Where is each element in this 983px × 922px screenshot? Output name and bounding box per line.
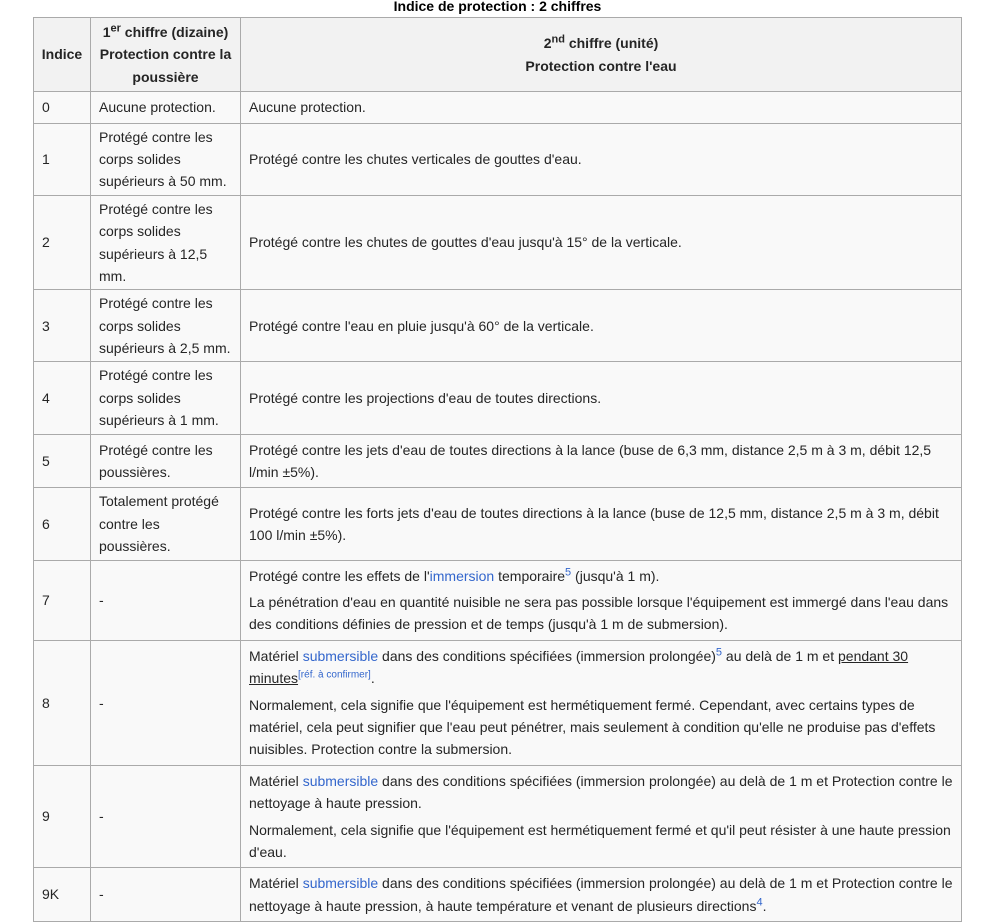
text-run: . xyxy=(370,670,375,687)
text-run: Protégé contre l'eau en pluie jusqu'à 60° de la verticale. xyxy=(249,317,594,334)
text-run: dans des conditions spécifiées (immersion prolongée) au delà de 1 m et Protection contre le nettoyage à haute pression, à haute température et venant de plusieurs directions xyxy=(249,875,953,914)
description-paragraph xyxy=(249,502,953,547)
dust-protection-text xyxy=(99,198,232,288)
wiki-link[interactable]: submersible xyxy=(302,772,379,789)
description-paragraph xyxy=(249,315,953,337)
description-paragraph xyxy=(249,770,953,815)
indice-cell: 4 xyxy=(34,362,91,434)
indice-cell: 2 xyxy=(34,195,91,290)
dust-protection-text xyxy=(99,292,232,359)
dust-protection-cell xyxy=(91,92,241,123)
text-run: nd xyxy=(551,33,565,46)
text-run: Aucune protection. xyxy=(99,99,216,116)
table-row xyxy=(34,92,962,123)
wiki-link[interactable]: 4 xyxy=(756,896,763,909)
water-protection-cell xyxy=(241,92,962,123)
indice-cell: 9K xyxy=(34,868,91,922)
text-run: Totalement protégé contre les poussières. xyxy=(99,493,219,555)
description-paragraph xyxy=(249,96,953,118)
wiki-link[interactable]: 5 xyxy=(565,565,572,578)
description-paragraph xyxy=(249,872,953,917)
text-run: au delà de 1 m et xyxy=(722,647,838,664)
water-protection-cell xyxy=(241,195,962,290)
text-run: Indice xyxy=(41,46,83,63)
dust-protection-cell xyxy=(91,765,241,868)
description-paragraph xyxy=(249,591,953,636)
text-run: Protégé contre les chutes verticales de gouttes d'eau. xyxy=(249,150,582,167)
dust-protection-text xyxy=(99,692,232,714)
table-row xyxy=(34,488,962,560)
text-run: Matériel xyxy=(249,772,303,789)
table-caption: Indice de protection : 2 chiffres xyxy=(393,0,602,14)
text-run: Protégé contre les chutes de gouttes d'eau jusqu'à 15° de la verticale. xyxy=(249,234,682,251)
table-row xyxy=(34,868,962,922)
text-run: La pénétration d'eau en quantité nuisible ne sera pas possible lorsque l'équipement est immergé dans l'eau dans des conditions définies de pression et de temps (jusqu'à 1 m de submersion). xyxy=(249,593,949,633)
text-run: Protégé contre les effets de l' xyxy=(249,567,430,584)
header-row xyxy=(34,18,962,92)
description-paragraph xyxy=(249,694,953,761)
text-run: Protégé contre les corps solides supérieurs à 2,5 mm. xyxy=(99,295,231,357)
text-run: - xyxy=(99,694,104,711)
text-run: 2 xyxy=(543,35,552,52)
description-paragraph xyxy=(249,819,953,864)
table-row xyxy=(34,560,962,640)
indice-cell: 6 xyxy=(34,488,91,560)
description-paragraph xyxy=(249,565,953,587)
dust-protection-text xyxy=(99,96,232,118)
text-run: Protégé contre les corps solides supérieurs à 1 mm. xyxy=(99,367,219,429)
text-run: dans des conditions spécifiées (immersion prolongée) au delà de 1 m et Protection contre le nettoyage à haute pression. xyxy=(249,772,953,812)
dust-protection-cell xyxy=(91,488,241,560)
dust-protection-text xyxy=(99,883,232,905)
dust-protection-cell xyxy=(91,640,241,765)
dust-protection-cell xyxy=(91,362,241,434)
text-run: - xyxy=(99,808,104,825)
water-protection-cell xyxy=(241,434,962,488)
column-header-second-digit xyxy=(241,18,962,92)
text-run: dans des conditions spécifiées (immersion prolongée) xyxy=(378,647,716,664)
indice-cell: 1 xyxy=(34,123,91,195)
text-run: Protection contre l'eau xyxy=(525,57,677,74)
link-run[interactable] xyxy=(303,773,378,789)
water-protection-cell xyxy=(241,560,962,640)
dust-protection-cell xyxy=(91,290,241,362)
description-paragraph xyxy=(249,645,953,690)
text-run: 1 xyxy=(102,24,111,40)
text-run: Matériel xyxy=(249,875,303,892)
text-run: - xyxy=(99,591,104,608)
text-run: Normalement, cela signifie que l'équipement est hermétiquement fermé. Cependant, avec certains types de matériel, cela peut signifier que l'eau peut pénétrer, mais seulement à condition qu'elle ne produise pas d'effets nuisibles. Protection contre la submersion. xyxy=(249,696,936,758)
indice-cell: 9 xyxy=(34,765,91,868)
water-protection-cell xyxy=(241,640,962,765)
table-row xyxy=(34,290,962,362)
water-protection-cell xyxy=(241,868,962,922)
dust-protection-text xyxy=(99,589,232,611)
indice-cell: 0 xyxy=(34,92,91,123)
indice-cell: 5 xyxy=(34,434,91,488)
text-run: Protégé contre les projections d'eau de toutes directions. xyxy=(249,389,602,406)
dust-protection-cell xyxy=(91,868,241,922)
dust-protection-cell xyxy=(91,123,241,195)
wiki-link[interactable]: immersion xyxy=(429,567,495,584)
table-row xyxy=(34,765,962,868)
link-run[interactable] xyxy=(303,648,378,664)
dust-protection-text xyxy=(99,439,232,484)
text-run: Protégé contre les jets d'eau de toutes directions à la lance (buse de 6,3 mm, distance 2,5 m à 3 m, débit 12,5 l/min ±5%). xyxy=(249,441,932,481)
indice-cell: 7 xyxy=(34,560,91,640)
water-protection-cell xyxy=(241,290,962,362)
text-run: er xyxy=(110,22,121,35)
table-row xyxy=(34,640,962,765)
text-run: Aucune protection. xyxy=(249,99,366,116)
column-header-indice xyxy=(34,18,91,92)
description-paragraph xyxy=(249,231,953,253)
text-run: pendant 30 minutes xyxy=(249,647,909,687)
text-run: Protégé contre les forts jets d'eau de toutes directions à la lance (buse de 12,5 mm, distance 2,5 m à 3 m, débit 100 l/min ±5%). xyxy=(249,504,939,543)
water-protection-cell xyxy=(241,765,962,868)
text-run: Normalement, cela signifie que l'équipement est hermétiquement fermé et qu'il peut résister à une haute pression d'eau. xyxy=(249,821,951,860)
text-run: chiffre (unité) xyxy=(564,35,659,52)
dust-protection-cell xyxy=(91,434,241,488)
description-paragraph xyxy=(249,439,953,484)
link-run[interactable] xyxy=(303,875,378,891)
text-run: Matériel xyxy=(249,647,303,664)
text-run: Protection contre la poussière xyxy=(99,46,232,85)
ref-superscript[interactable] xyxy=(298,670,371,681)
description-paragraph xyxy=(249,148,953,170)
text-run: Protégé contre les corps solides supérieurs à 12,5 mm. xyxy=(99,200,213,284)
column-header-first-digit xyxy=(91,18,241,92)
dust-protection-text xyxy=(99,126,232,193)
table-body xyxy=(34,92,962,922)
text-run: - xyxy=(99,886,104,903)
ip-rating-table xyxy=(33,0,962,922)
table-row xyxy=(34,434,962,488)
indice-cell: 3 xyxy=(34,290,91,362)
water-protection-cell xyxy=(241,362,962,434)
text-run: Protégé contre les corps solides supérieurs à 50 mm. xyxy=(99,128,227,190)
wiki-link[interactable]: submersible xyxy=(302,875,379,892)
text-run: (jusqu'à 1 m). xyxy=(571,567,660,584)
dust-protection-text xyxy=(99,490,232,557)
wiki-link[interactable]: submersible xyxy=(302,647,379,664)
description-paragraph xyxy=(249,387,953,409)
dust-protection-cell xyxy=(91,195,241,290)
wiki-link[interactable]: 5 xyxy=(715,646,723,659)
table-row xyxy=(34,195,962,290)
text-run: chiffre (dizaine) xyxy=(120,24,229,40)
dust-protection-text xyxy=(99,364,232,431)
text-run: . xyxy=(762,897,767,914)
text-run: Protégé contre les poussières. xyxy=(99,441,213,481)
text-run: temporaire xyxy=(494,567,566,584)
dust-protection-text xyxy=(99,805,232,827)
ref-link[interactable]: [réf. à confirmer] xyxy=(298,669,371,681)
link-run[interactable] xyxy=(430,568,495,584)
indice-cell: 8 xyxy=(34,640,91,765)
water-protection-cell xyxy=(241,488,962,560)
table-row xyxy=(34,362,962,434)
table-row xyxy=(34,123,962,195)
water-protection-cell xyxy=(241,123,962,195)
dust-protection-cell xyxy=(91,560,241,640)
